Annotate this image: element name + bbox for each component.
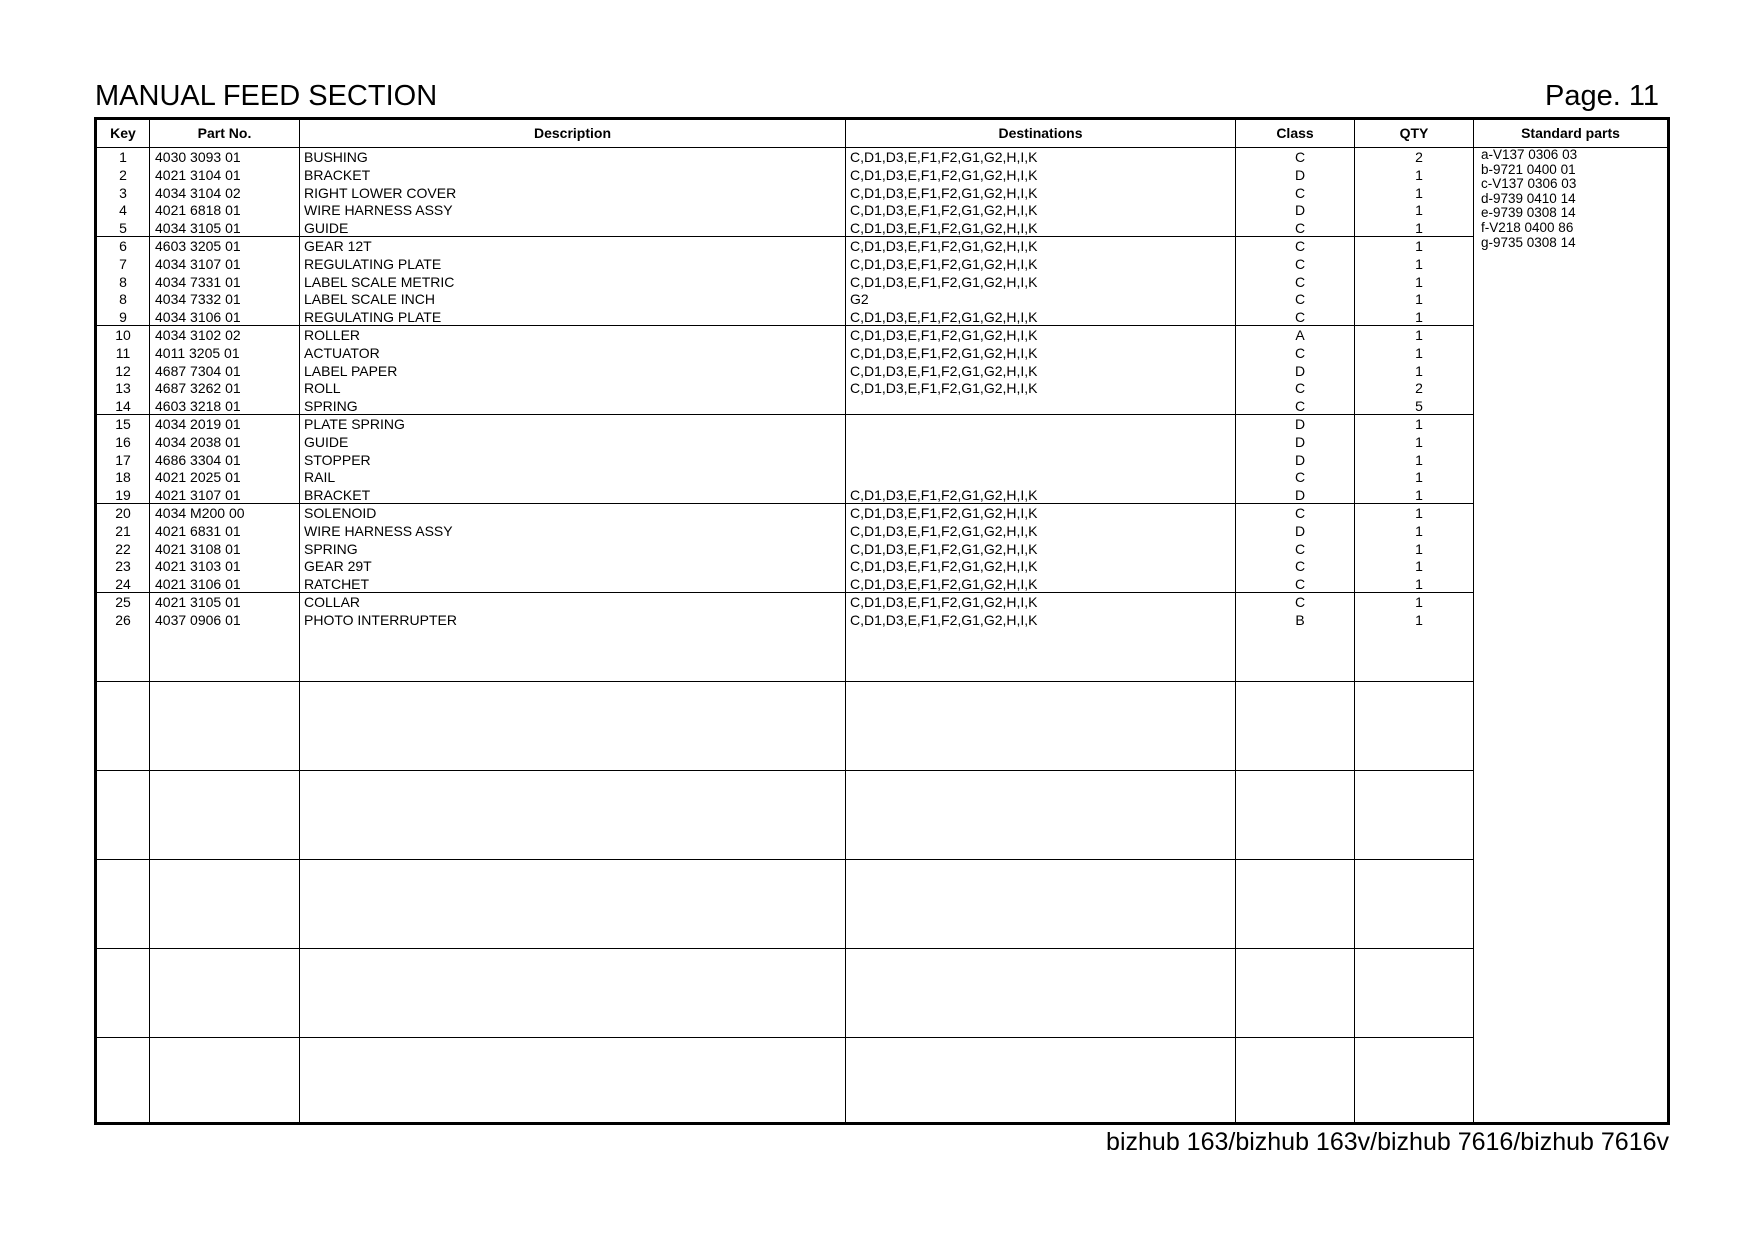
row-qty: 1 — [1415, 166, 1423, 183]
row-description: RATCHET — [304, 576, 370, 593]
row-class: D — [1294, 362, 1306, 379]
row-part-no: 4021 3107 01 — [155, 487, 241, 504]
row-qty: 1 — [1415, 309, 1423, 326]
header-key: Key — [110, 125, 136, 141]
row-description: LABEL SCALE METRIC — [304, 273, 455, 290]
row-key: 19 — [115, 487, 131, 504]
row-description: BRACKET — [304, 166, 371, 183]
standard-part: b-9721 0400 01 — [1481, 161, 1576, 177]
row-qty: 1 — [1415, 327, 1423, 343]
row-destinations: C,D1,D3,E,F1,F2,G1,G2,H,I,K — [850, 380, 1038, 397]
row-destinations: C,D1,D3,E,F1,F2,G1,G2,H,I,K — [850, 255, 1038, 272]
row-part-no: 4603 3218 01 — [155, 398, 241, 415]
standard-part: c-V137 0306 03 — [1481, 176, 1577, 192]
row-part-no: 4021 3106 01 — [155, 576, 241, 593]
row-class: C — [1294, 309, 1306, 326]
row-destinations: C,D1,D3,E,F1,F2,G1,G2,H,I,K — [850, 558, 1038, 575]
column-divider — [149, 120, 150, 1122]
row-qty: 1 — [1415, 416, 1423, 432]
row-qty: 1 — [1415, 273, 1423, 290]
row-class: C — [1294, 184, 1306, 201]
row-class: D — [1294, 522, 1306, 539]
row-description: SPRING — [304, 540, 358, 557]
row-description: GEAR 29T — [304, 558, 372, 575]
row-description: GUIDE — [304, 220, 349, 237]
row-qty: 1 — [1415, 576, 1423, 593]
header-description: Description — [533, 125, 611, 141]
row-class: C — [1294, 149, 1306, 165]
row-class: B — [1295, 611, 1305, 628]
row-class: D — [1294, 416, 1306, 432]
row-part-no: 4034 7331 01 — [155, 273, 241, 290]
row-description: REGULATING PLATE — [304, 255, 442, 272]
row-key: 13 — [115, 380, 131, 397]
row-part-no: 4687 3262 01 — [155, 380, 241, 397]
row-destinations: C,D1,D3,E,F1,F2,G1,G2,H,I,K — [850, 309, 1038, 326]
row-key: 4 — [119, 202, 127, 219]
row-destinations: C,D1,D3,E,F1,F2,G1,G2,H,I,K — [850, 540, 1038, 557]
row-part-no: 4021 3103 01 — [155, 558, 241, 575]
row-qty: 1 — [1415, 184, 1423, 201]
row-part-no: 4034 2019 01 — [155, 416, 241, 432]
header-qty: QTY — [1399, 125, 1429, 141]
row-key: 12 — [115, 362, 131, 379]
row-part-no: 4011 3205 01 — [155, 344, 240, 361]
row-key: 11 — [115, 344, 131, 361]
row-qty: 1 — [1415, 522, 1423, 539]
row-part-no: 4034 3107 01 — [155, 255, 241, 272]
row-description: STOPPER — [304, 451, 371, 468]
row-part-no: 4021 3105 01 — [155, 594, 241, 610]
row-class: C — [1294, 576, 1306, 593]
row-qty: 1 — [1415, 540, 1423, 557]
row-class: C — [1294, 594, 1306, 610]
row-key: 10 — [115, 327, 131, 343]
row-qty: 1 — [1415, 433, 1423, 450]
row-key: 1 — [119, 149, 127, 165]
row-part-no: 4686 3304 01 — [155, 451, 241, 468]
row-qty: 1 — [1415, 220, 1423, 237]
row-part-no: 4021 3108 01 — [155, 540, 241, 557]
row-key: 22 — [115, 540, 131, 557]
row-destinations: C,D1,D3,E,F1,F2,G1,G2,H,I,K — [850, 166, 1038, 183]
row-key: 8 — [119, 273, 127, 290]
row-part-no: 4603 3205 01 — [155, 238, 241, 254]
row-description: ACTUATOR — [304, 344, 380, 361]
row-destinations: C,D1,D3,E,F1,F2,G1,G2,H,I,K — [850, 522, 1038, 539]
row-part-no: 4034 3104 02 — [155, 184, 241, 201]
row-description: BRACKET — [304, 487, 371, 504]
row-description: GEAR 12T — [304, 238, 372, 254]
standard-part: g-9735 0308 14 — [1481, 234, 1576, 250]
column-divider — [299, 120, 300, 1122]
row-class: C — [1294, 273, 1306, 290]
group-divider — [97, 859, 1473, 860]
row-destinations: C,D1,D3,E,F1,F2,G1,G2,H,I,K — [850, 327, 1038, 343]
row-key: 21 — [115, 522, 131, 539]
row-part-no: 4021 2025 01 — [155, 469, 241, 486]
row-key: 14 — [115, 398, 131, 415]
row-destinations: C,D1,D3,E,F1,F2,G1,G2,H,I,K — [850, 611, 1038, 628]
row-destinations: C,D1,D3,E,F1,F2,G1,G2,H,I,K — [850, 273, 1038, 290]
row-part-no: 4687 7304 01 — [155, 362, 241, 379]
row-qty: 1 — [1415, 505, 1423, 521]
row-part-no: 4034 3106 01 — [155, 309, 241, 326]
row-class: C — [1294, 558, 1306, 575]
row-description: WIRE HARNESS ASSY — [304, 202, 453, 219]
row-qty: 1 — [1415, 255, 1423, 272]
row-qty: 1 — [1415, 558, 1423, 575]
row-destinations: C,D1,D3,E,F1,F2,G1,G2,H,I,K — [850, 594, 1038, 610]
row-class: D — [1294, 487, 1306, 504]
row-description: GUIDE — [304, 433, 349, 450]
standard-part: f-V218 0400 86 — [1481, 219, 1574, 235]
row-key: 24 — [115, 576, 131, 593]
row-key: 3 — [119, 184, 127, 201]
row-qty: 1 — [1415, 291, 1423, 308]
row-part-no: 4034 2038 01 — [155, 433, 241, 450]
row-qty: 1 — [1415, 611, 1423, 628]
header-destinations: Destinations — [998, 125, 1083, 141]
row-qty: 1 — [1415, 451, 1423, 468]
row-description: ROLL — [304, 380, 341, 397]
row-qty: 2 — [1415, 149, 1423, 165]
header-class: Class — [1276, 125, 1314, 141]
row-class: A — [1295, 327, 1305, 343]
group-divider — [97, 1037, 1473, 1038]
row-description: COLLAR — [304, 594, 361, 610]
row-key: 15 — [115, 416, 131, 432]
row-key: 7 — [119, 255, 127, 272]
row-class: C — [1294, 505, 1306, 521]
row-part-no: 4021 6818 01 — [155, 202, 241, 219]
group-divider — [97, 681, 1473, 682]
row-key: 2 — [119, 166, 127, 183]
row-qty: 1 — [1415, 594, 1423, 610]
row-key: 9 — [119, 309, 127, 326]
row-part-no: 4034 3102 02 — [155, 327, 241, 343]
row-destinations: C,D1,D3,E,F1,F2,G1,G2,H,I,K — [850, 576, 1038, 593]
row-qty: 1 — [1415, 344, 1423, 361]
row-class: C — [1294, 220, 1306, 237]
standard-part: a-V137 0306 03 — [1481, 147, 1578, 162]
row-key: 5 — [119, 220, 127, 237]
row-description: PLATE SPRING — [304, 416, 405, 432]
row-qty: 1 — [1415, 202, 1423, 219]
row-part-no: 4021 3104 01 — [155, 166, 241, 183]
parts-list-table — [94, 117, 1670, 1125]
row-key: 25 — [115, 594, 131, 610]
row-qty: 5 — [1415, 398, 1423, 415]
row-class: D — [1294, 202, 1306, 219]
row-destinations: C,D1,D3,E,F1,F2,G1,G2,H,I,K — [850, 362, 1038, 379]
row-description: SOLENOID — [304, 505, 377, 521]
row-class: D — [1294, 166, 1306, 183]
row-class: D — [1294, 451, 1306, 468]
row-part-no: 4037 0906 01 — [155, 611, 241, 628]
row-class: C — [1294, 540, 1306, 557]
row-key: 16 — [115, 433, 131, 450]
row-class: C — [1294, 344, 1306, 361]
row-key: 20 — [115, 505, 131, 521]
row-destinations: C,D1,D3,E,F1,F2,G1,G2,H,I,K — [850, 184, 1038, 201]
row-key: 8 — [119, 291, 127, 308]
row-class: C — [1294, 255, 1306, 272]
row-class: C — [1294, 398, 1306, 415]
row-destinations: C,D1,D3,E,F1,F2,G1,G2,H,I,K — [850, 505, 1038, 521]
row-key: 17 — [115, 451, 131, 468]
row-class: C — [1294, 291, 1306, 308]
row-description: REGULATING PLATE — [304, 309, 442, 326]
header-part-no: Part No. — [197, 125, 252, 141]
header-standard-parts: Standard parts — [1521, 125, 1620, 141]
row-qty: 2 — [1415, 380, 1423, 397]
row-description: WIRE HARNESS ASSY — [304, 522, 453, 539]
row-part-no: 4030 3093 01 — [155, 149, 241, 165]
model-footer: bizhub 163/bizhub 163v/bizhub 7616/bizhub 7616v — [1106, 1128, 1669, 1156]
row-description: BUSHING — [304, 149, 368, 165]
row-destinations: C,D1,D3,E,F1,F2,G1,G2,H,I,K — [850, 220, 1038, 237]
column-divider — [1235, 120, 1236, 1122]
row-qty: 1 — [1415, 362, 1423, 379]
row-key: 26 — [115, 611, 131, 628]
row-description: RAIL — [304, 469, 336, 486]
standard-part: d-9739 0410 14 — [1481, 190, 1576, 206]
standard-part: e-9739 0308 14 — [1481, 205, 1576, 221]
row-destinations: C,D1,D3,E,F1,F2,G1,G2,H,I,K — [850, 202, 1038, 219]
row-description: RIGHT LOWER COVER — [304, 184, 457, 201]
row-qty: 1 — [1415, 238, 1423, 254]
column-divider — [845, 120, 846, 1122]
row-description: SPRING — [304, 398, 358, 415]
row-qty: 1 — [1415, 487, 1423, 504]
row-qty: 1 — [1415, 469, 1423, 486]
row-destinations: C,D1,D3,E,F1,F2,G1,G2,H,I,K — [850, 238, 1038, 254]
group-divider — [97, 948, 1473, 949]
row-key: 18 — [115, 469, 131, 486]
page-number: Page. 11 — [1545, 80, 1659, 112]
row-description: LABEL SCALE INCH — [304, 291, 435, 308]
row-destinations: C,D1,D3,E,F1,F2,G1,G2,H,I,K — [850, 344, 1038, 361]
row-class: D — [1294, 433, 1306, 450]
standard-parts-list — [1481, 148, 1577, 250]
row-destinations: C,D1,D3,E,F1,F2,G1,G2,H,I,K — [850, 149, 1038, 165]
row-part-no: 4034 7332 01 — [155, 291, 241, 308]
row-destinations: C,D1,D3,E,F1,F2,G1,G2,H,I,K — [850, 487, 1038, 504]
row-key: 23 — [115, 558, 131, 575]
row-class: C — [1294, 380, 1306, 397]
row-class: C — [1294, 238, 1306, 254]
group-divider — [97, 770, 1473, 771]
row-destinations: G2 — [850, 291, 869, 308]
section-title: MANUAL FEED SECTION — [95, 80, 438, 112]
row-key: 6 — [119, 238, 127, 254]
row-part-no: 4021 6831 01 — [155, 522, 241, 539]
row-description: LABEL PAPER — [304, 362, 398, 379]
row-class: C — [1294, 469, 1306, 486]
row-description: ROLLER — [304, 327, 361, 343]
row-part-no: 4034 3105 01 — [155, 220, 241, 237]
row-part-no: 4034 M200 00 — [155, 505, 245, 521]
row-description: PHOTO INTERRUPTER — [304, 611, 457, 628]
